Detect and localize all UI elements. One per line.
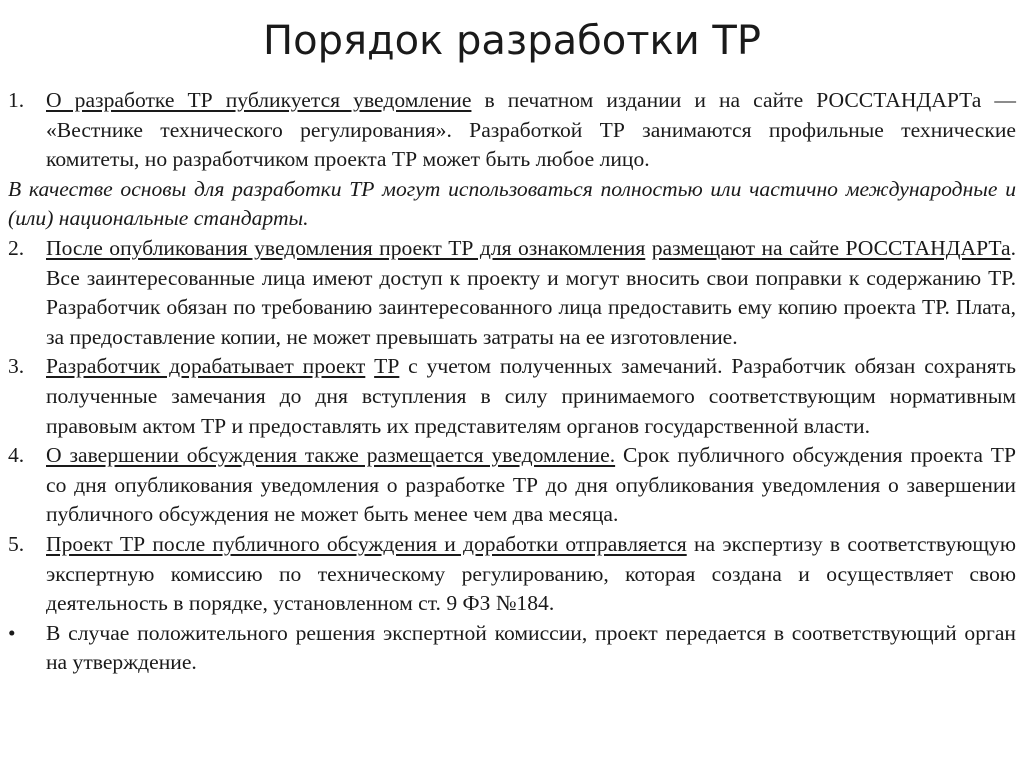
item-text: в печатном издании и на сайте РОССТАНДАРТа — «Вестнике технического регулирования». Разработкой ТР занимаются профильные технические комитеты, но разработчиком проекта ТР может быть любое лицо. — [46, 88, 1016, 172]
list-marker: 4. — [8, 443, 25, 468]
item-text: с учетом полученных замечаний. Разработчик обязан сохранять полученные замечания до дня вступления в силу принимаемого соответствующим нормативным правовым актом ТР и предоставлять их представителям органов государственной власти. — [46, 354, 1016, 438]
underlined-text-2: ТР — [374, 354, 400, 379]
bullet-item — [8, 619, 1016, 678]
underlined-text: Проект ТР после публичного обсуждения и доработки отправляется — [46, 531, 687, 556]
item-text: на экспертизу в соответствующую экспертную комиссию по техническому регулированию, которая создана и осуществляет свою деятельность в порядке, установленном ст. 9 ФЗ №184. — [46, 531, 1016, 616]
underlined-text: О разработке ТР публикуется уведомление — [46, 88, 472, 112]
underlined-text: Разработчик дорабатывает проект — [46, 354, 366, 379]
list-item-3 — [8, 352, 1016, 441]
list-marker: 5. — [8, 531, 25, 556]
bullet-marker: • — [8, 620, 16, 645]
list-item-1 — [8, 86, 1016, 175]
list-marker: 3. — [8, 354, 25, 379]
item-text: В случае положительного решения экспертной комиссии, проект передается в соответствующий орган на утверждение. — [46, 620, 1016, 675]
underlined-text-2: размещают на сайте РОССТАНДАРТа — [651, 235, 1011, 260]
italic-note — [8, 175, 1016, 234]
note-text: В качестве основы для разработки ТР могут использоваться полностью или частично международные и (или) национальные стандарты. — [8, 176, 1016, 231]
list-item-4 — [8, 441, 1016, 530]
list-item-5 — [8, 530, 1016, 619]
slide-body — [8, 86, 1016, 678]
underlined-text: После опубликования уведомления проект ТР для ознакомления — [46, 235, 646, 260]
item-text: . Все заинтересованные лица имеют доступ к проекту и могут вносить свои поправки к содержанию ТР. Разработчик обязан по требованию заинтересованного лица предоставить ему копию проекта ТР. Плата, за предоставление копии, не может превышать затраты на ее изготовление. — [46, 235, 1016, 349]
list-item-2 — [8, 234, 1016, 352]
list-marker: 2. — [8, 235, 25, 260]
list-marker: 1. — [8, 88, 25, 112]
page-title: Порядок разработки ТР — [263, 18, 761, 64]
underlined-text: О завершении обсуждения также размещается уведомление. — [46, 443, 616, 468]
item-text: Срок публичного обсуждения проекта ТР со дня опубликования уведомления о разработке ТР до дня опубликования уведомления о завершении публичного обсуждения не может быть менее чем два месяца. — [46, 443, 1016, 527]
